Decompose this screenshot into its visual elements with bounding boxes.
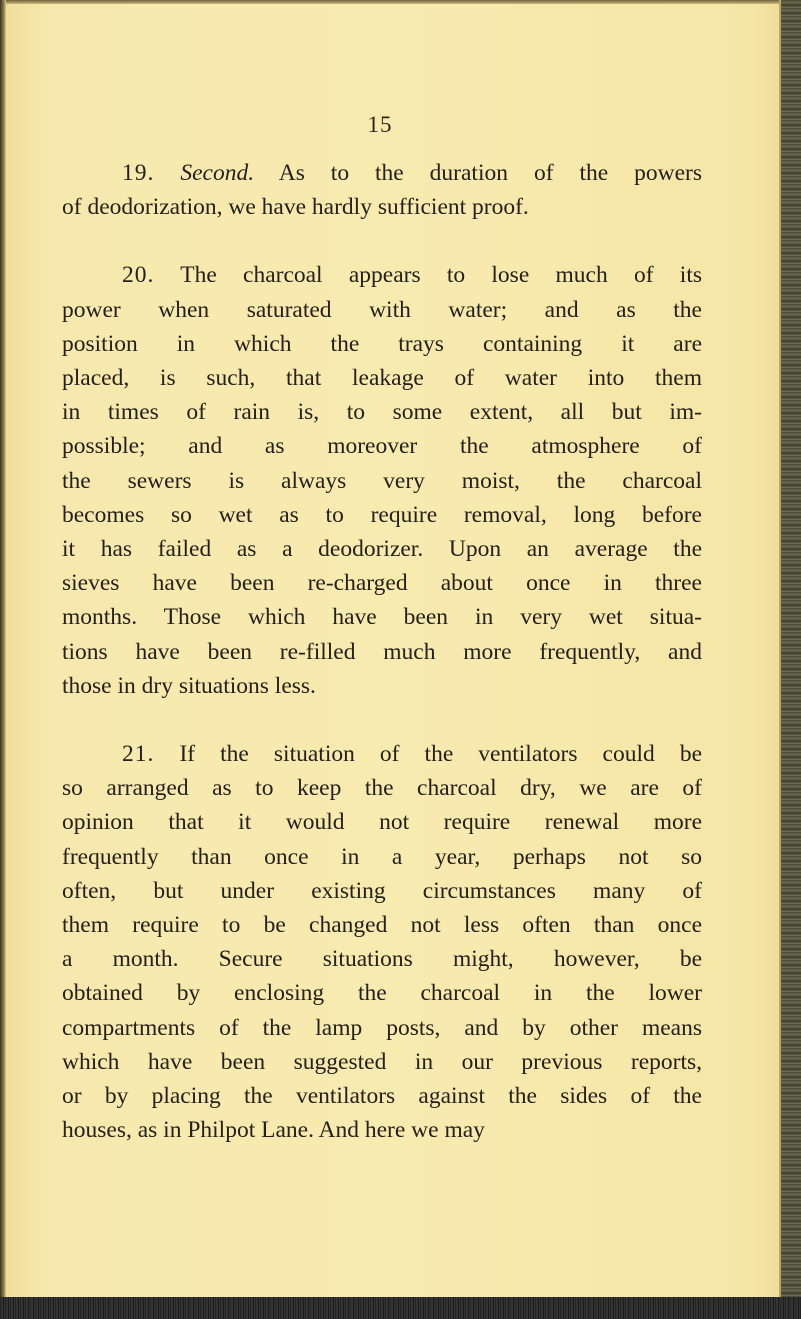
paragraph-line: power when saturated with water; and as the <box>62 296 702 323</box>
paragraph-first-line <box>62 156 702 190</box>
page-right-edge <box>779 0 801 1319</box>
page-top-edge <box>0 0 801 4</box>
paragraph-line: houses, as in Philpot Lane. And here we may <box>62 1117 485 1144</box>
paragraph-21 <box>62 737 702 1147</box>
paragraph-line-text: The charcoal appears to lose much of its <box>180 262 703 289</box>
paragraph-number: 21. <box>122 741 155 768</box>
paragraph-line: position in which the trays containing it are <box>62 330 702 357</box>
paragraph-line: possible; and as moreover the atmosphere of <box>62 433 702 460</box>
paragraph-line: sieves have been re-charged about once in three <box>62 570 702 597</box>
paragraph-19 <box>62 156 702 224</box>
paragraph-number: 19. <box>122 160 155 186</box>
paragraph-line: so arranged as to keep the charcoal dry, we are of <box>62 775 702 802</box>
paragraph-line: opinion that it would not require renewal more <box>62 809 702 836</box>
page-number: 15 <box>367 112 393 137</box>
paragraph-line: in times of rain is, to some extent, all but im- <box>62 399 702 426</box>
paragraph-line-text: As to the duration of the powers <box>278 160 702 186</box>
paragraph-line: it has failed as a deodorizer. Upon an average the <box>62 536 702 563</box>
paragraph-line: a month. Secure situations might, however, be <box>62 946 702 973</box>
paragraph-line: those in dry situations less. <box>62 672 316 699</box>
paragraph-line: of deodorization, we have hardly sufficient proof. <box>62 194 529 221</box>
paragraph-20 <box>62 258 702 703</box>
paragraph-line: tions have been re-filled much more frequently, and <box>62 638 702 665</box>
italic-heading: Second. <box>180 160 255 186</box>
body-text <box>62 156 702 1181</box>
paragraph-first-line <box>62 258 702 292</box>
page-bottom-edge <box>0 1297 801 1319</box>
paragraph-line: placed, is such, that leakage of water into them <box>62 365 702 392</box>
page-left-edge <box>0 0 6 1319</box>
paragraph-line: frequently than once in a year, perhaps not so <box>62 843 702 870</box>
paragraph-line: them require to be changed not less often than once <box>62 912 702 939</box>
paragraph-line: which have been suggested in our previous reports, <box>62 1048 702 1075</box>
paragraph-line-text: If the situation of the ventilators could be <box>179 741 702 768</box>
paragraph-line: or by placing the ventilators against the sides of the <box>62 1083 702 1110</box>
paragraph-line: months. Those which have been in very wet situa- <box>62 604 702 631</box>
paragraph-line: the sewers is always very moist, the charcoal <box>62 467 702 494</box>
paragraph-first-line <box>62 737 702 771</box>
paragraph-line: often, but under existing circumstances many of <box>62 877 702 904</box>
paragraph-line: becomes so wet as to require removal, long before <box>62 501 702 528</box>
paragraph-line: compartments of the lamp posts, and by other means <box>62 1014 702 1041</box>
paragraph-number: 20. <box>122 262 155 289</box>
paragraph-line: obtained by enclosing the charcoal in the lower <box>62 980 702 1007</box>
